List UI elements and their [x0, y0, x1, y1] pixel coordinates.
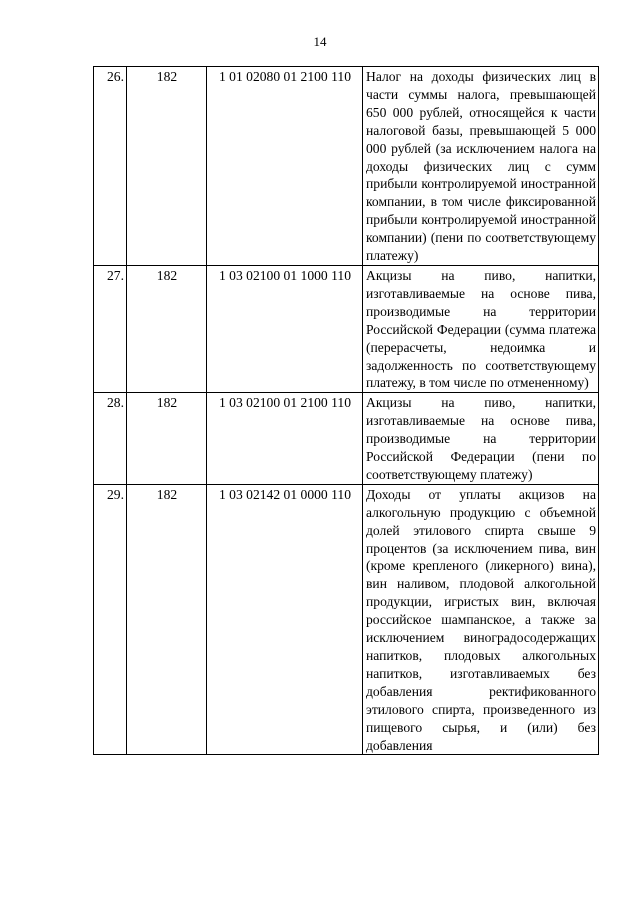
revenue-name-line: крепленого (ликерного) вина),: [412, 558, 596, 574]
revenue-name: [363, 265, 599, 392]
revenue-name-line: в части суммы налога,: [366, 69, 596, 102]
revenue-name-line: Налог на доходы физических лиц: [366, 69, 581, 84]
administrator-code: 182: [127, 484, 207, 755]
revenue-name-line: сырья, и (или) без добавления: [366, 719, 596, 753]
table-row: [94, 393, 599, 485]
budget-codes-table: [93, 66, 599, 755]
revenue-name-line: соответствующему платежу): [366, 466, 533, 482]
revenue-name: [363, 67, 599, 266]
revenue-name-line: добавления ректификованного: [366, 683, 596, 699]
row-number: 29.: [94, 484, 127, 755]
revenue-name-line: сумм прибыли контролируемой: [366, 158, 596, 192]
revenue-name-line: производимые на территории: [366, 431, 596, 447]
revenue-name-line: вин наливом, плодовой: [366, 576, 515, 592]
revenue-name-line: напитков, изготавливаемых без: [366, 665, 596, 681]
administrator-code: 182: [127, 265, 207, 392]
administrator-code: 182: [127, 67, 207, 266]
revenue-name: [363, 484, 599, 755]
revenue-name-line: том числе по отмененному): [429, 375, 589, 391]
revenue-name-line: платежа (перерасчеты, недоимка: [366, 321, 596, 355]
table-body: [94, 67, 599, 755]
budget-classification-code: 1 03 02100 01 2100 110: [207, 393, 363, 485]
revenue-name-line: Российской Федерации (пени по: [366, 449, 596, 465]
revenue-name-line: Акцизы на пиво, напитки,: [366, 267, 596, 283]
revenue-name-line: изготавливаемые на основе пива,: [366, 413, 596, 429]
revenue-name-line: объемной долей этилового: [366, 504, 596, 538]
revenue-name: [363, 393, 599, 485]
revenue-name-line: соответствующему платежу, в: [366, 357, 596, 391]
revenue-name-line: относящейся к части налоговой: [366, 104, 596, 138]
revenue-name-line: рублей (за исключением налога: [391, 140, 578, 156]
table-row: [94, 484, 599, 755]
revenue-name-line: виноградосодержащих напитков,: [366, 630, 596, 663]
revenue-name-line: Российской Федерации (сумма: [366, 321, 546, 337]
revenue-name-line: алкогольной продукции,: [366, 576, 596, 610]
row-number: 28.: [94, 393, 127, 485]
revenue-name-line: произведенного из пищевого: [366, 701, 596, 735]
revenue-name-line: спирта свыше 9 процентов (за: [366, 522, 596, 556]
revenue-name-line: производимые на территории: [366, 303, 596, 319]
revenue-name-line: за исключением: [366, 612, 596, 646]
table-row: [94, 265, 599, 392]
revenue-name-line: на доходы физических лиц с: [366, 140, 596, 174]
revenue-name-line: исключением пива, вин (кроме: [366, 540, 596, 574]
page-number: 14: [313, 34, 327, 49]
revenue-name-line: числе фиксированной прибыли: [366, 194, 596, 228]
revenue-name-line: игристых вин, включая: [444, 594, 596, 610]
row-number: 27.: [94, 265, 127, 392]
revenue-name-line: и задолженность по: [366, 339, 596, 373]
administrator-code: 182: [127, 393, 207, 485]
budget-classification-code: 1 03 02142 01 0000 110: [207, 484, 363, 755]
table-row: [94, 67, 599, 266]
revenue-name-line: алкогольную продукцию с: [366, 504, 531, 520]
revenue-name-line: плодовых алкогольных: [443, 648, 596, 663]
revenue-name-line: превышающей 650 000 рублей,: [366, 86, 596, 120]
revenue-name-line: этилового спирта,: [366, 701, 475, 717]
budget-classification-code: 1 01 02080 01 2100 110: [207, 67, 363, 266]
revenue-name-line: российское шампанское, а также: [366, 612, 575, 628]
revenue-name-line: иностранной компании, в том: [366, 176, 596, 210]
revenue-name-line: соответствующему платежу): [366, 230, 596, 264]
revenue-name-line: Доходы от уплаты акцизов на: [366, 486, 596, 502]
revenue-name-line: Акцизы на пиво, напитки,: [366, 395, 596, 411]
revenue-name-line: базы, превышающей 5 000 000: [366, 122, 596, 156]
revenue-name-line: контролируемой иностранной: [421, 212, 596, 228]
revenue-name-line: изготавливаемые на основе пива,: [366, 285, 596, 301]
row-number: 26.: [94, 67, 127, 266]
budget-classification-code: 1 03 02100 01 1000 110: [207, 265, 363, 392]
revenue-name-line: компании) (пени по: [366, 230, 482, 246]
